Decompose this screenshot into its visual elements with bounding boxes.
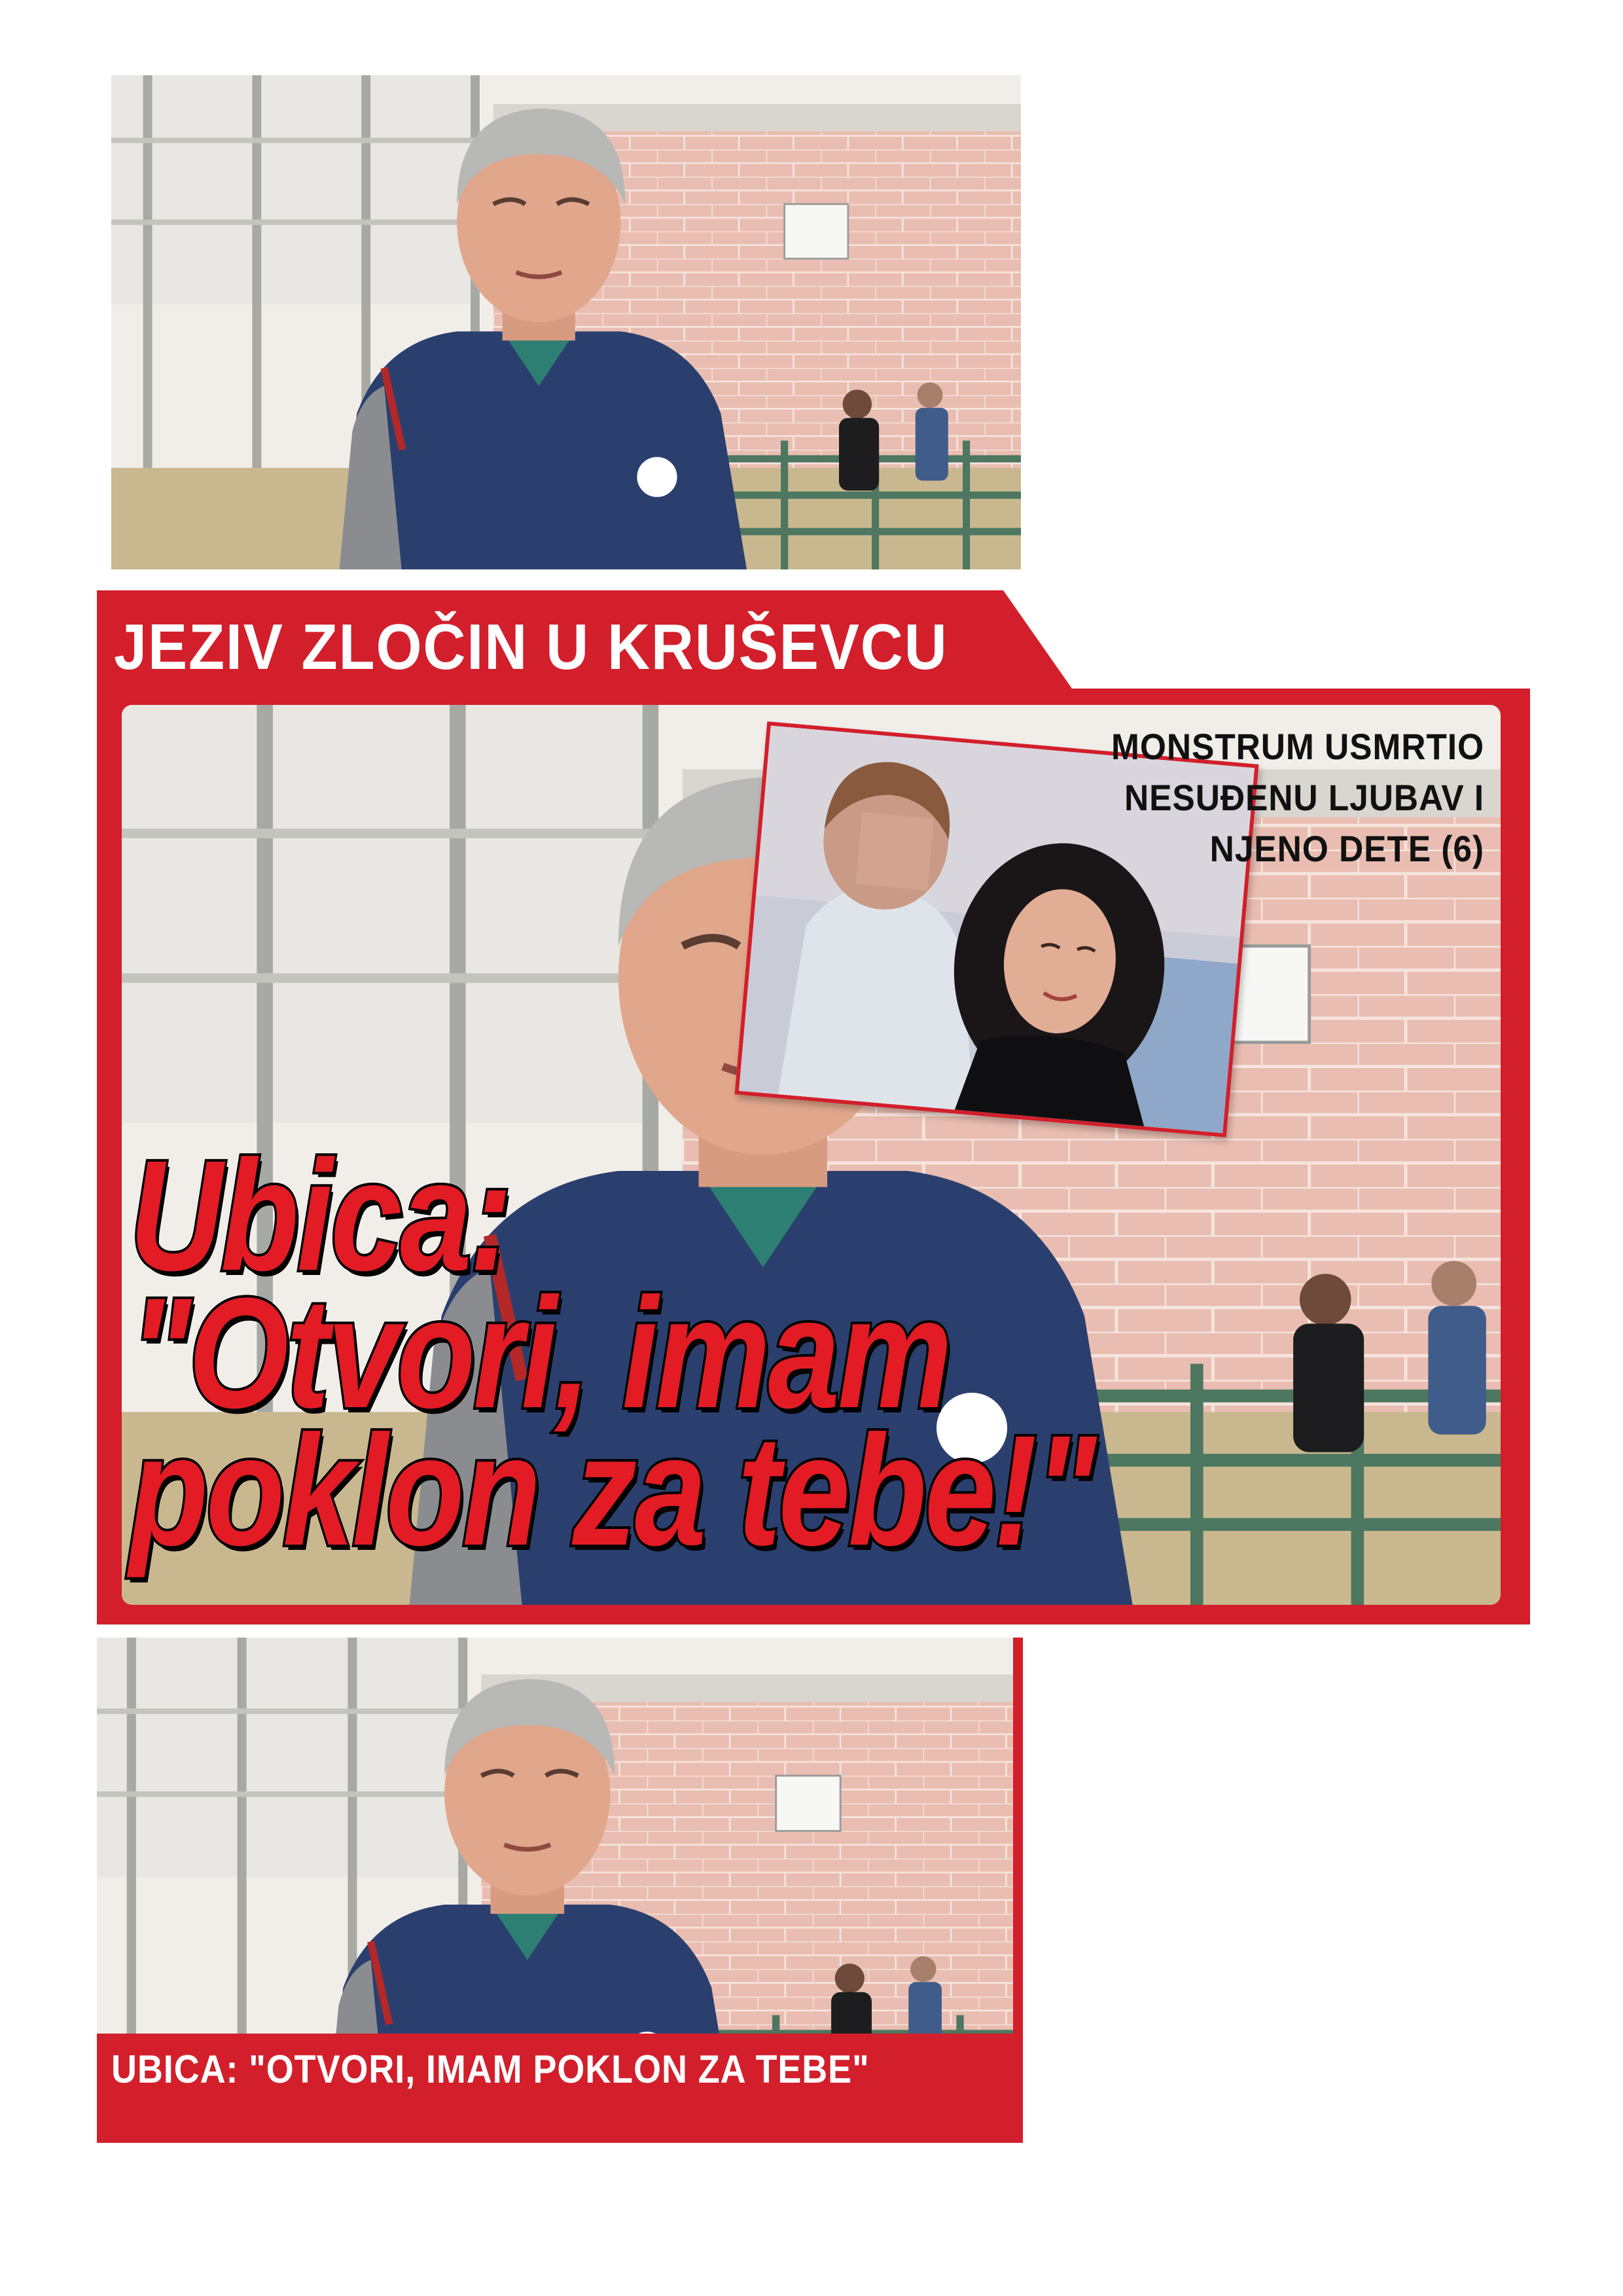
man-portrait-image [111, 75, 1021, 569]
top-photo [111, 75, 1021, 569]
subheadline-line-1: MONSTRUM USMRTIO [1111, 726, 1484, 767]
caption: UBICA: "OTVORI, IMAM POKLON ZA TEBE" [111, 2047, 870, 2091]
subheadline-line-2: NESUĐENU LJUBAV I [1124, 777, 1484, 818]
kicker-title: JEZIV ZLOČIN U KRUŠEVCU [114, 611, 948, 683]
headline-line-2: "Otvori, imam [130, 1265, 950, 1441]
bottom-teaser-block [97, 1638, 1023, 2143]
headline-line-3: poklon za tebe!" [130, 1403, 1094, 1578]
main-story-block [97, 590, 1530, 1624]
headline-line-1: Ubica: [130, 1128, 510, 1303]
subheadline [991, 721, 1484, 874]
subheadline-line-3: NJENO DETE (6) [1209, 828, 1484, 869]
bottom-photo [97, 1638, 1013, 2034]
man-portrait-image-small [97, 1638, 1013, 2034]
